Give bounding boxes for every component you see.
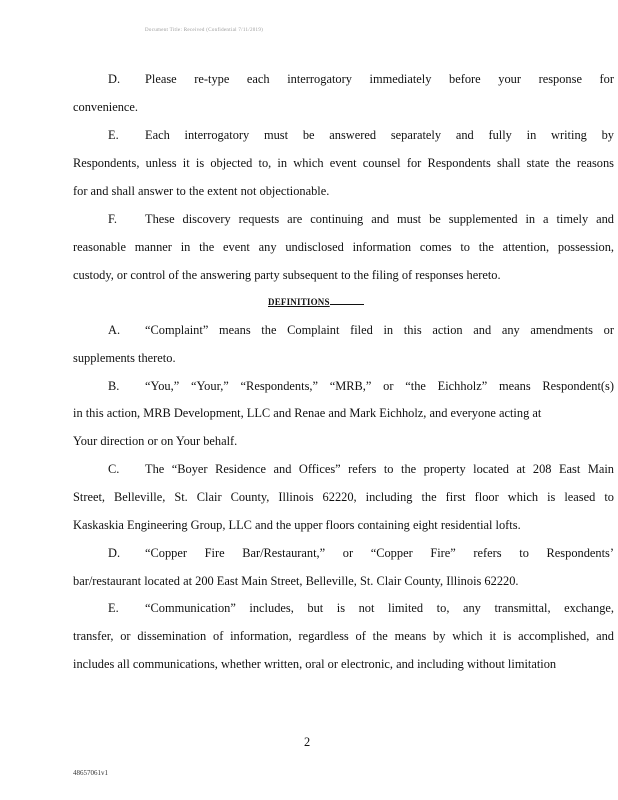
paragraph-text: “Complaint” means the Complaint filed in this action and any amendments or — [145, 323, 614, 337]
document-id: 48657061v1 — [73, 769, 108, 777]
paragraph-text: “You,” “Your,” “Respondents,” “MRB,” or “the Eichholz” means Respondent(s) — [145, 379, 614, 393]
definition-c-line-2: Street, Belleville, St. Clair County, Illinois 62220, including the first floor which is leased to — [73, 490, 614, 504]
paragraph-text: The “Boyer Residence and Offices” refers to the property located at 208 East Main — [145, 462, 614, 476]
paragraph-f-line-1 — [108, 212, 614, 226]
paragraph-e-line-1 — [108, 128, 614, 142]
paragraph-label: D. — [108, 546, 121, 560]
definition-b-line-1 — [108, 379, 614, 393]
definition-d-line-1 — [108, 546, 614, 560]
definition-e-line-3: includes all communications, whether written, oral or electronic, and including without limitation — [73, 657, 557, 671]
paragraph-label: C. — [108, 462, 120, 476]
paragraph-d-line-2: convenience. — [73, 100, 139, 114]
section-heading-definitions: DEFINITIONS — [268, 296, 364, 307]
paragraph-d-line-1 — [108, 72, 614, 86]
paragraph-e-line-3: for and shall answer to the extent not objectionable. — [73, 184, 330, 198]
paragraph-text: Please re-type each interrogatory immediately before your response for — [145, 72, 614, 86]
page-number: 2 — [304, 735, 311, 749]
definition-a-line-2: supplements thereto. — [73, 351, 176, 365]
paragraph-label: F. — [108, 212, 117, 226]
paragraph-text: These discovery requests are continuing and must be supplemented in a timely and — [145, 212, 614, 226]
definition-c-line-1 — [108, 462, 614, 476]
paragraph-label: E. — [108, 601, 119, 615]
paragraph-text: “Copper Fire Bar/Restaurant,” or “Copper Fire” refers to Respondents’ — [145, 546, 614, 560]
definition-a-line-1 — [108, 323, 614, 337]
paragraph-label: E. — [108, 128, 119, 142]
definition-b-line-3: Your direction or on Your behalf. — [73, 434, 238, 448]
definition-b-line-2: in this action, MRB Development, LLC and Renae and Mark Eichholz, and everyone acting at — [73, 406, 542, 420]
paragraph-text: Each interrogatory must be answered separately and fully in writing by — [145, 128, 614, 142]
definition-e-line-1 — [108, 601, 614, 615]
definition-e-line-2: transfer, or dissemination of information, regardless of the means by which it is accomplished, and — [73, 629, 614, 643]
paragraph-label: D. — [108, 72, 121, 86]
header-faint-text: Document Title: Received (Confidential 7/11/2019) — [145, 28, 264, 33]
paragraph-e-line-2: Respondents, unless it is objected to, in which event counsel for Respondents shall state the reasons — [73, 156, 614, 170]
definition-d-line-2: bar/restaurant located at 200 East Main Street, Belleville, St. Clair County, Illinois 62220. — [73, 574, 519, 588]
paragraph-f-line-3: custody, or control of the answering party subsequent to the filing of responses hereto. — [73, 268, 501, 282]
definition-c-line-3: Kaskaskia Engineering Group, LLC and the upper floors containing eight residential lofts. — [73, 518, 521, 532]
paragraph-f-line-2: reasonable manner in the event any undisclosed information comes to the attention, possession, — [73, 240, 614, 254]
paragraph-label: A. — [108, 323, 121, 337]
paragraph-text: “Communication” includes, but is not limited to, any transmittal, exchange, — [145, 601, 614, 615]
paragraph-label: B. — [108, 379, 120, 393]
